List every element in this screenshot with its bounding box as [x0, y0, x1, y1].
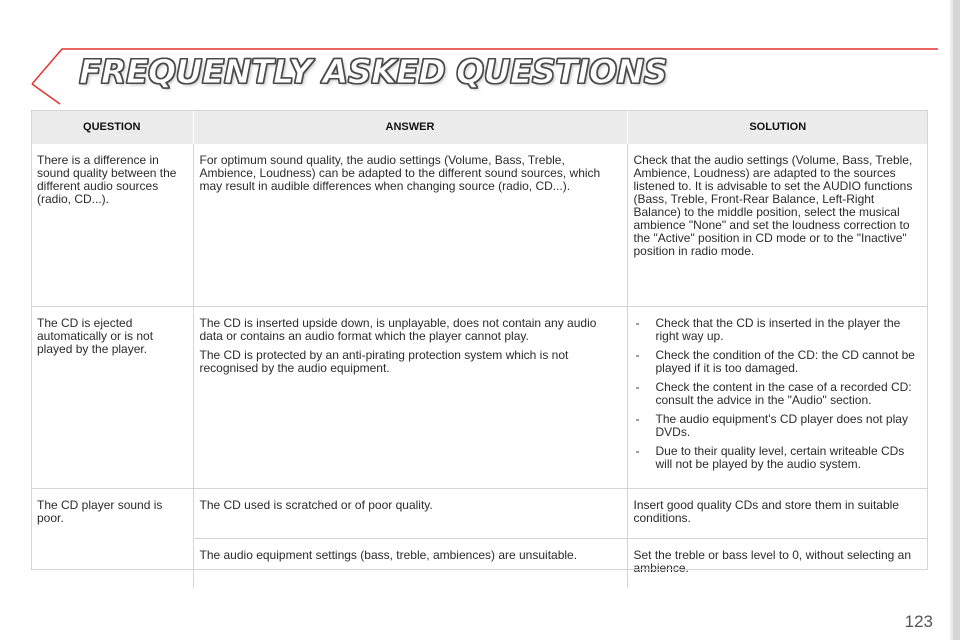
question-cell: The CD is ejected automatically or is not played by the player.	[31, 306, 193, 488]
solution-cell: Insert good quality CDs and store them in suitable conditions.	[627, 488, 928, 538]
column-header-answer: ANSWER	[193, 110, 627, 144]
list-item: - Check the content in the case of a recorded CD: consult the advice in the "Audio" section.	[634, 381, 922, 407]
column-header-solution: SOLUTION	[627, 110, 928, 144]
list-item: - Due to their quality level, certain writeable CDs will not be played by the audio system.	[634, 445, 922, 471]
column-header-question: QUESTION	[31, 110, 193, 144]
answer-cell: The audio equipment settings (bass, treble, ambiences) are unsuitable.	[193, 538, 627, 588]
question-cell: There is a difference in sound quality between the different audio sources (radio, CD...).	[31, 144, 193, 306]
answer-paragraph: The CD is inserted upside down, is unplayable, does not contain any audio data or contains an audio format which the player cannot play.	[199, 315, 597, 343]
answer-paragraph: The CD is protected by an anti-pirating protection system which is not recognised by the audio equipment.	[199, 347, 569, 375]
table-header-row	[31, 110, 928, 144]
question-cell: The CD player sound is poor.	[31, 488, 193, 588]
faq-table	[31, 110, 928, 588]
solution-cell: Check that the audio settings (Volume, Bass, Treble, Ambience, Loudness) are adapted to the sources listened to. It is advisable to set the AUDIO functions (Bass, Treble, Front-Rear Balance, Left-Right Balance) to the middle position, select the musical ambience "None" and set the loudness correction to the "Active" position in CD mode or to the "Inactive" position in radio mode.	[627, 144, 928, 306]
table-row	[31, 488, 928, 538]
table-row	[31, 144, 928, 306]
banner-accent-tail	[32, 84, 60, 104]
list-item: - The audio equipment's CD player does not play DVDs.	[634, 413, 922, 439]
answer-cell	[193, 306, 627, 488]
solution-cell: Set the treble or bass level to 0, without selecting an ambience.	[633, 547, 911, 575]
table-row	[31, 306, 928, 488]
list-item: - Check that the CD is inserted in the player the right way up.	[634, 317, 922, 343]
list-item: - Check the condition of the CD: the CD cannot be played if it is too damaged.	[634, 349, 922, 375]
answer-cell: For optimum sound quality, the audio settings (Volume, Bass, Treble, Ambience, Loudness) can be adapted to the different sound sources, which may result in audible differences when changing source (radio, CD...).	[193, 144, 627, 306]
page-number: 123	[904, 612, 933, 631]
answer-cell: The CD used is scratched or of poor quality.	[193, 488, 627, 538]
solution-list	[634, 317, 922, 471]
solution-cell	[627, 306, 928, 488]
page-title: FREQUENTLY ASKED QUESTIONS	[79, 52, 667, 91]
